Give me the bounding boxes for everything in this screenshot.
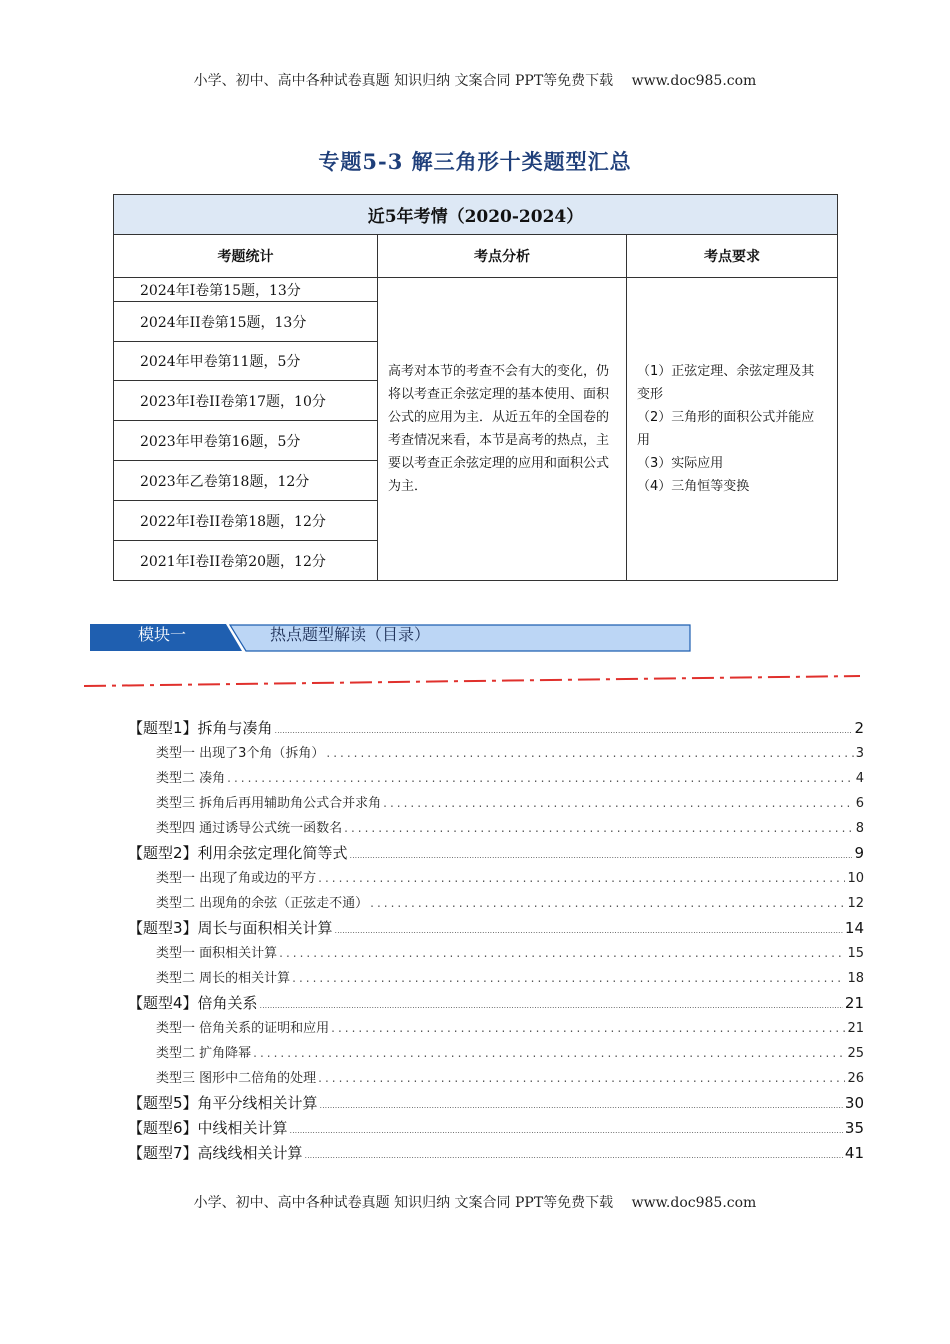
toc-label: 类型一 出现了3个角（拆角） — [156, 746, 325, 761]
toc-label: 类型一 出现了角或边的平方 — [156, 871, 317, 886]
exam-stats-table — [113, 194, 838, 581]
toc-label: 【题型6】中线相关计算 — [128, 1119, 288, 1137]
toc-label: 类型四 通过诱导公式统一函数名 — [156, 821, 343, 836]
toc-entry[interactable] — [128, 1091, 864, 1116]
toc-page: 26 — [847, 1071, 864, 1086]
toc-page: 15 — [847, 946, 864, 961]
page-footer: 小学、初中、高中各种试卷真题 知识归纳 文案合同 PPT等免费下载 www.doc985.com — [193, 1195, 757, 1211]
toc-page: 21 — [844, 994, 864, 1012]
toc-page: 4 — [855, 771, 864, 786]
toc-page: 9 — [854, 844, 864, 862]
toc-page: 6 — [855, 796, 864, 811]
toc-entry[interactable] — [128, 916, 864, 941]
requirement-item: （4）三角恒等变换 — [637, 479, 750, 494]
toc-label: 类型二 扩角降幂 — [156, 1046, 252, 1061]
requirement-item: （3）实际应用 — [637, 456, 724, 471]
analysis-cell: 高考对本节的考查不会有大的变化，仍将以考查正余弦定理的基本使用、面积公式的应用为主．从近五年的全国卷的考查情况来看，本节是高考的热点，主要以考查正余弦定理的应用和面积公式为主． — [378, 278, 627, 581]
toc-page: 14 — [844, 919, 864, 937]
requirements-cell — [627, 278, 838, 581]
toc-label: 类型三 拆角后再用辅助角公式合并求角 — [156, 796, 382, 811]
toc-entry[interactable] — [128, 866, 864, 891]
toc-entry[interactable] — [128, 941, 864, 966]
toc-entry[interactable] — [128, 1066, 864, 1091]
toc-entry[interactable] — [128, 791, 864, 816]
header-stats: 考题统计 — [114, 235, 378, 278]
toc-label: 类型三 图形中二倍角的处理 — [156, 1071, 317, 1086]
stat-cell: 2024年甲卷第11题，5分 — [114, 342, 378, 381]
toc-entry[interactable] — [128, 741, 864, 766]
toc-entry[interactable] — [128, 1116, 864, 1141]
table-banner: 近5年考情（2020-2024） — [114, 195, 838, 235]
toc-entry[interactable] — [128, 891, 864, 916]
module-label: 模块一 — [138, 625, 187, 644]
toc-label: 类型一 倍角关系的证明和应用 — [156, 1021, 330, 1036]
toc-label: 类型二 凑角 — [156, 771, 226, 786]
toc-label: 【题型3】周长与面积相关计算 — [128, 919, 333, 937]
stat-cell: 2023年甲卷第16题，5分 — [114, 421, 378, 461]
stat-cell: 2024年II卷第15题，13分 — [114, 302, 378, 342]
toc-label: 【题型2】利用余弦定理化简等式 — [128, 844, 348, 862]
stat-cell: 2022年I卷II卷第18题，12分 — [114, 501, 378, 541]
toc-entry[interactable] — [128, 716, 864, 741]
header-analysis: 考点分析 — [378, 235, 627, 278]
stat-cell: 2023年乙卷第18题，12分 — [114, 461, 378, 501]
toc-label: 【题型1】拆角与凑角 — [128, 719, 273, 737]
requirement-item: （1）正弦定理、余弦定理及其变形 — [637, 364, 815, 402]
toc-entry[interactable] — [128, 816, 864, 841]
toc-page: 18 — [847, 971, 864, 986]
page-header: 小学、初中、高中各种试卷真题 知识归纳 文案合同 PPT等免费下载 www.doc985.com — [193, 73, 757, 89]
toc-page: 2 — [854, 719, 864, 737]
toc-entry[interactable] — [128, 991, 864, 1016]
header-requirements: 考点要求 — [627, 235, 838, 278]
toc-entry[interactable] — [128, 1041, 864, 1066]
toc-page: 25 — [847, 1046, 864, 1061]
toc-label: 类型一 面积相关计算 — [156, 946, 278, 961]
toc-label: 类型二 周长的相关计算 — [156, 971, 291, 986]
toc-page: 41 — [844, 1144, 864, 1162]
stat-cell: 2024年I卷第15题，13分 — [114, 278, 378, 302]
toc-page: 35 — [844, 1119, 864, 1137]
toc-page: 12 — [847, 896, 864, 911]
toc-page: 21 — [847, 1021, 864, 1036]
toc-entry[interactable] — [128, 841, 864, 866]
toc-label: 【题型7】高线线相关计算 — [128, 1144, 303, 1162]
toc-entry[interactable] — [128, 966, 864, 991]
toc-label: 【题型5】角平分线相关计算 — [128, 1094, 318, 1112]
stat-cell: 2021年I卷II卷第20题，12分 — [114, 541, 378, 581]
page-title: 专题5-3 解三角形十类题型汇总 — [318, 149, 632, 174]
requirement-item: （2）三角形的面积公式并能应用 — [637, 410, 815, 448]
toc-page: 30 — [844, 1094, 864, 1112]
toc-entry[interactable] — [128, 766, 864, 791]
table-of-contents — [128, 716, 864, 1166]
toc-page: 10 — [847, 871, 864, 886]
stat-cell: 2023年I卷II卷第17题，10分 — [114, 381, 378, 421]
toc-label: 类型二 出现角的余弦（正弦走不通） — [156, 896, 369, 911]
module-title: 热点题型解读（目录） — [270, 625, 431, 644]
decorative-dash-divider — [84, 670, 860, 690]
toc-page: 3 — [855, 746, 864, 761]
toc-entry[interactable] — [128, 1141, 864, 1166]
toc-label: 【题型4】倍角关系 — [128, 994, 258, 1012]
toc-page: 8 — [855, 821, 864, 836]
toc-entry[interactable] — [128, 1016, 864, 1041]
